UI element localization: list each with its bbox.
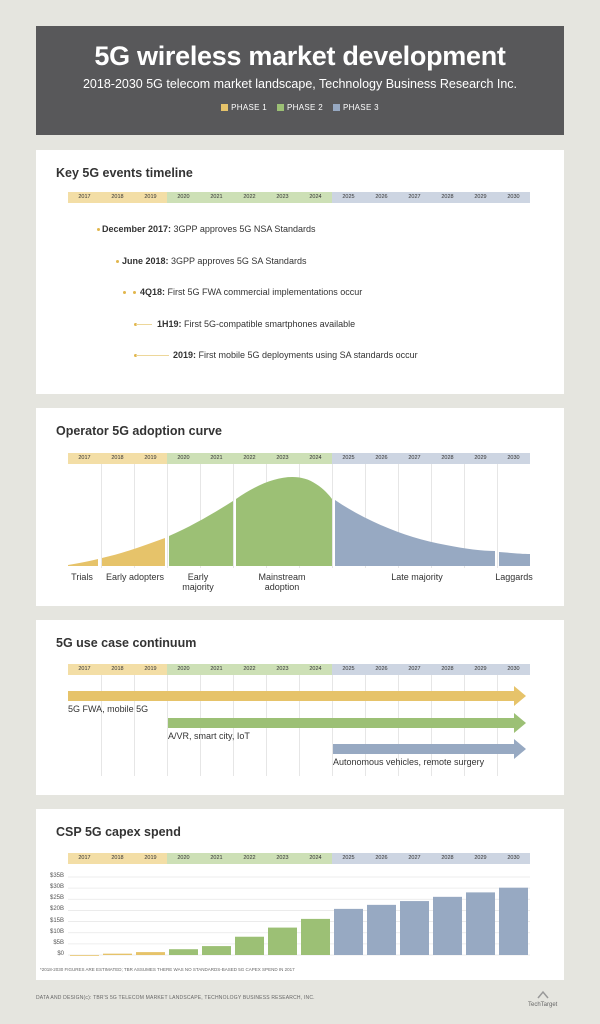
timeline-title: Key 5G events timeline [56, 166, 193, 180]
capex-bar [466, 892, 495, 955]
year-label: 2018 [101, 853, 134, 864]
techtarget-logo-icon [536, 990, 550, 1000]
year-label: 2019 [134, 192, 167, 203]
year-label: 2028 [431, 664, 464, 675]
year-label: 2018 [101, 453, 134, 464]
header-banner [36, 26, 564, 135]
year-label: 2026 [365, 192, 398, 203]
usecase-label-autonomous: Autonomous vehicles, remote surgery [333, 757, 485, 767]
year-label: 2022 [233, 192, 266, 203]
year-label: 2025 [332, 453, 365, 464]
capex-bar [70, 955, 99, 956]
year-label: 2029 [464, 192, 497, 203]
page-title: 5G wireless market development [94, 41, 506, 71]
year-label: 2017 [68, 453, 101, 464]
year-label: 2019 [134, 453, 167, 464]
phase-legend [36, 103, 564, 112]
curve-late-majority [335, 500, 495, 566]
arrow-autonomous [333, 739, 526, 759]
y-tick-label: $25B [49, 895, 64, 902]
year-label: 2026 [365, 664, 398, 675]
year-label: 2017 [68, 664, 101, 675]
curve-label-laggards: Laggards [495, 572, 533, 582]
year-label: 2024 [299, 664, 332, 675]
year-label: 2018 [101, 664, 134, 675]
year-label: 2020 [167, 192, 200, 203]
year-label: 2023 [266, 664, 299, 675]
event-connector [136, 324, 152, 325]
timeline-panel [36, 150, 564, 394]
capex-bar-chart [36, 809, 564, 980]
year-label: 2029 [464, 453, 497, 464]
y-tick-label: $0 [57, 951, 64, 957]
timeline-event: June 2018: 3GPP approves 5G SA Standards [122, 256, 307, 266]
year-label: 2019 [134, 853, 167, 864]
capex-bar [202, 946, 231, 955]
legend-phase-1: PHASE 1 [221, 103, 267, 112]
year-label: 2018 [101, 192, 134, 203]
year-label: 2024 [299, 853, 332, 864]
year-bar [68, 192, 530, 203]
y-tick-label: $10B [49, 928, 64, 935]
capex-bar [136, 952, 165, 955]
timeline-event: 1H19: First 5G-compatible smartphones available [157, 319, 356, 329]
year-label: 2020 [167, 853, 200, 864]
y-tick-label: $15B [49, 917, 64, 924]
year-label: 2021 [200, 453, 233, 464]
page-subtitle: 2018-2030 5G telecom market landscape, Technology Business Research Inc. [82, 77, 518, 91]
year-label: 2020 [167, 453, 200, 464]
legend-phase-2: PHASE 2 [277, 103, 323, 112]
curve-early-adopters [102, 538, 165, 566]
curve-laggards [499, 552, 530, 566]
capex-bar [103, 954, 132, 955]
legend-swatch-phase-1 [221, 104, 228, 111]
capex-bar [367, 905, 396, 955]
capex-bar [334, 909, 363, 955]
year-label: 2022 [233, 453, 266, 464]
curve-label-early-adopters: Early adopters [105, 572, 165, 582]
year-label: 2021 [200, 853, 233, 864]
capex-title: CSP 5G capex spend [56, 825, 181, 839]
capex-bar [235, 937, 264, 955]
event-dot [123, 291, 126, 294]
event-dot [133, 291, 136, 294]
source-credit: DATA AND DESIGN(c): TBR'S 5G TELECOM MARKET LANDSCAPE, TECHNOLOGY BUSINESS RESEARCH, INC. [36, 995, 315, 1001]
usecase-label-avr: A/VR, smart city, IoT [168, 731, 250, 741]
year-label: 2019 [134, 664, 167, 675]
capex-bar [301, 919, 330, 955]
usecase-panel [36, 620, 564, 795]
capex-bar [433, 897, 462, 955]
curve-mainstream [236, 477, 332, 566]
y-tick-label: $20B [49, 906, 64, 913]
year-label: 2030 [497, 664, 530, 675]
year-label: 2025 [332, 853, 365, 864]
adoption-panel [36, 408, 564, 606]
year-label: 2024 [299, 453, 332, 464]
event-dot [97, 228, 100, 231]
year-label: 2024 [299, 192, 332, 203]
timeline-event: December 2017: 3GPP approves 5G NSA Standards [102, 224, 316, 234]
arrow-avr-iot [168, 713, 526, 733]
timeline-event: 2019: First mobile 5G deployments using SA standards occur [173, 350, 418, 360]
year-label: 2017 [68, 192, 101, 203]
curve-label-mainstream: Mainstream adoption [258, 572, 306, 592]
year-label: 2020 [167, 664, 200, 675]
year-label: 2027 [398, 664, 431, 675]
year-label: 2022 [233, 853, 266, 864]
year-label: 2027 [398, 192, 431, 203]
year-label: 2021 [200, 664, 233, 675]
capex-bar [268, 928, 297, 955]
arrow-fwa-mobile [68, 686, 526, 706]
year-label: 2029 [464, 664, 497, 675]
usecase-label-fwa: 5G FWA, mobile 5G [68, 704, 149, 714]
capex-footnote: *2018-2030 FIGURES ARE ESTIMATED; TBR ASSUMES THERE WAS NO STANDARDS-BASED 5G CAPEX SPEND IN 2017 [40, 967, 295, 972]
event-connector [136, 355, 169, 356]
usecase-title: 5G use case continuum [56, 636, 197, 650]
year-label: 2028 [431, 853, 464, 864]
capex-panel [36, 809, 564, 980]
year-label: 2028 [431, 192, 464, 203]
y-tick-label: $35B [49, 873, 64, 879]
timeline-event: 4Q18: First 5G FWA commercial implementations occur [140, 287, 363, 297]
year-label: 2030 [497, 853, 530, 864]
curve-early-majority [169, 501, 233, 566]
legend-phase-3: PHASE 3 [333, 103, 379, 112]
curve-trials [68, 559, 98, 566]
year-label: 2026 [365, 853, 398, 864]
year-label: 2017 [68, 853, 101, 864]
year-label: 2023 [266, 853, 299, 864]
year-label: 2030 [497, 453, 530, 464]
year-label: 2028 [431, 453, 464, 464]
legend-swatch-phase-3 [333, 104, 340, 111]
curve-label-late-majority: Late majority [391, 572, 443, 582]
year-label: 2022 [233, 664, 266, 675]
year-label: 2021 [200, 192, 233, 203]
year-label: 2027 [398, 853, 431, 864]
y-tick-label: $5B [53, 939, 64, 946]
year-label: 2023 [266, 453, 299, 464]
adoption-title: Operator 5G adoption curve [56, 424, 223, 438]
year-label: 2025 [332, 192, 365, 203]
capex-bar [169, 949, 198, 955]
year-label: 2026 [365, 453, 398, 464]
capex-bar [499, 888, 528, 955]
legend-swatch-phase-2 [277, 104, 284, 111]
capex-bar [400, 901, 429, 955]
year-label: 2030 [497, 192, 530, 203]
curve-label-trials: Trials [71, 572, 93, 582]
curve-label-early-majority: Early majority [182, 572, 214, 592]
techtarget-logo: TechTarget [528, 990, 557, 1008]
year-label: 2023 [266, 192, 299, 203]
y-tick-label: $30B [49, 884, 64, 891]
year-label: 2025 [332, 664, 365, 675]
year-label: 2029 [464, 853, 497, 864]
event-dot [116, 260, 119, 263]
year-label: 2027 [398, 453, 431, 464]
